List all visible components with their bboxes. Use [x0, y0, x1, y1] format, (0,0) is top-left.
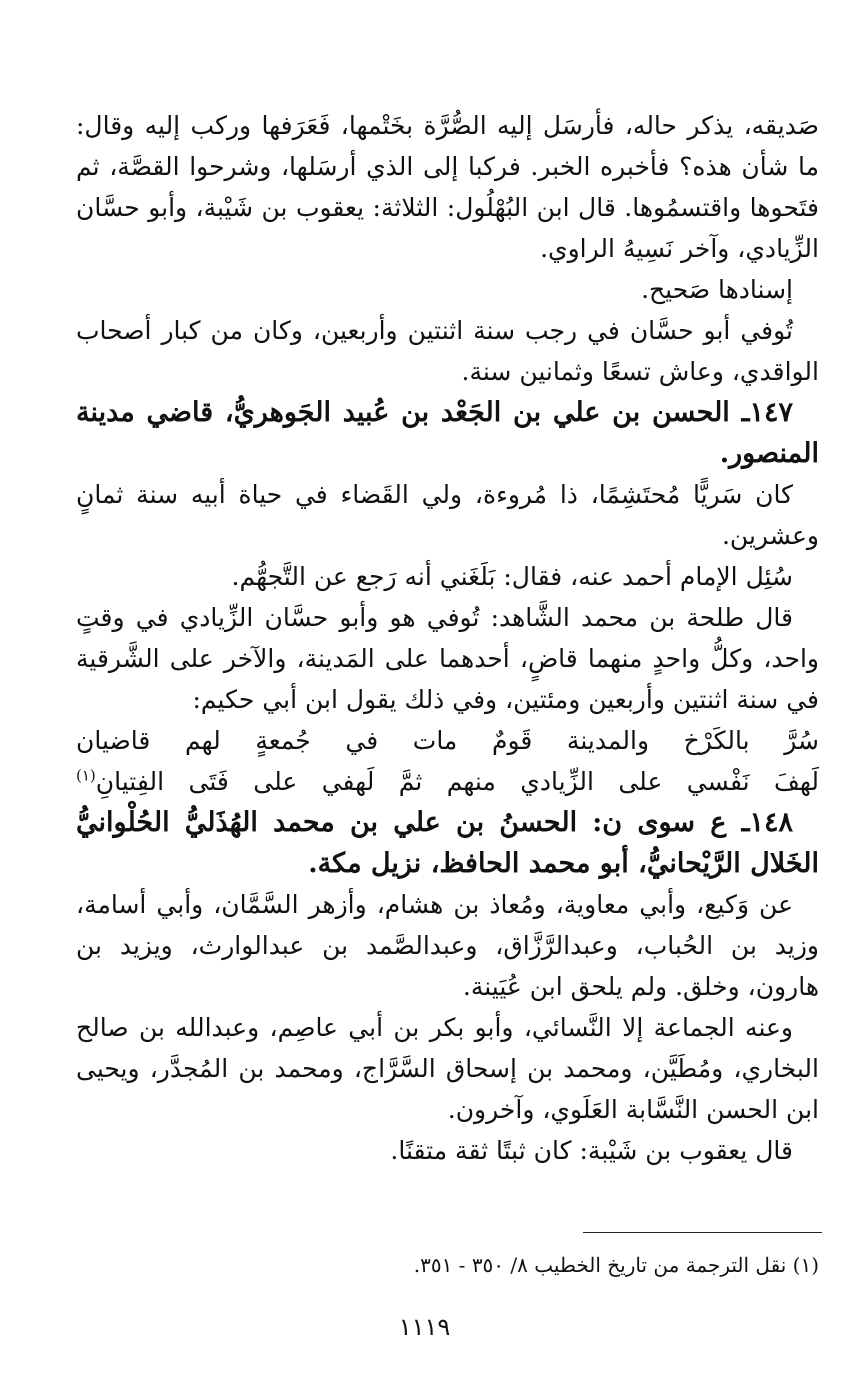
paragraph-isnad: إسنادها صَحيح.	[641, 275, 793, 304]
paragraph-death-note: تُوفي أبو حسَّان في رجب سنة اثنتين وأربعين، وكان من كبار أصحاب الواقدي، وعاش تسعًا وثمانين سنة.	[76, 316, 819, 386]
paragraph-147-description: كان سَريًّا مُحتَشِمًا، ذا مُروءة، ولي القَضاء في حياة أبيه سنة ثمانٍ وعشرين.	[76, 480, 819, 550]
paragraph-story-end: صَديقه، يذكر حاله، فأرسَل إليه الصُّرَّة بخَتْمها، فَعَرَفها وركب إليه وقال: ما شأن هذه؟ فأخبره الخبر. فركبا إلى الذي أرسَلها، وشرحوا القصَّة، ثم فتَحوها واقتسمُوها. قال ابن البُهْلُول: الثلاثة: يعقوب بن شَيْبة، وأبو حسَّان الزِّيادي، وآخر نَسِيهُ الراوي.	[76, 111, 819, 263]
paragraph-148-teachers: عن وَكيع، وأبي معاوية، ومُعاذ بن هشام، وأزهر السَّمَّان، وأبي أسامة، وزيد بن الحُباب، وعبدالرَّزَّاق، وعبدالصَّمد بن عبدالوارث، ويزيد بن هارون، وخلق. ولم يلحق ابن عُيَينة.	[76, 890, 819, 1001]
poem-verse-1: سُرَّ بالكَرْخ والمدينة قَومٌ مات في جُمعةٍ لهم قاضيان	[76, 726, 819, 755]
paragraph-148-yaqub: قال يعقوب بن شَيْبة: كان ثبتًا ثقة متقنًا.	[390, 1136, 793, 1165]
paragraph-147-talha: قال طلحة بن محمد الشَّاهد: تُوفي هو وأبو حسَّان الزِّيادي في وقتٍ واحد، وكلُّ واحدٍ منهما قاضٍ، أحدهما على المَدينة، والآخر على الشَّرقية في سنة اثنتين وأربعين ومئتين، وفي ذلك يقول ابن أبي حكيم:	[76, 603, 819, 714]
poem-verse-2	[76, 761, 819, 802]
entry-heading-147: ١٤٧ـ الحسن بن علي بن الجَعْد بن عُبيد الجَوهريُّ، قاضي مدينة المنصور.	[76, 397, 819, 469]
entry-heading-148: ١٤٨ـ ع سوى ن: الحسنُ بن علي بن محمد الهُذَليُّ الحُلْوانيُّ الخَلال الرَّيْحانيُّ، أبو محمد الحافظ، نزيل مكة.	[76, 807, 819, 879]
footnote-divider	[583, 1232, 822, 1233]
page-number: ١١١٩	[398, 1313, 451, 1341]
paragraph-147-ahmad: سُئِل الإمام أحمد عنه، فقال: بَلَغَني أنه رَجع عن التَّجهُّم.	[231, 562, 793, 591]
paragraph-148-students: وعنه الجماعة إلا النَّسائي، وأبو بكر بن أبي عاصِم، وعبدالله بن صالح البخاري، ومُطَيَّن، ومحمد بن إسحاق السَّرَّاج، ومحمد بن المُجدَّر، ويحيى ابن الحسن النَّسَّابة العَلَوي، وآخرون.	[76, 1013, 819, 1124]
main-text	[76, 105, 819, 1171]
footnote-text: (١) نقل الترجمة من تاريخ الخطيب ٨/ ٣٥٠ - ٣٥١.	[413, 1253, 819, 1277]
poem-verse-2-text: لَهفَ نَفْسي على الزِّيادي منهم ثمَّ لَهفي على فَتَى الفِتيانِ	[95, 767, 819, 796]
footnote-marker: (١)	[76, 766, 96, 785]
